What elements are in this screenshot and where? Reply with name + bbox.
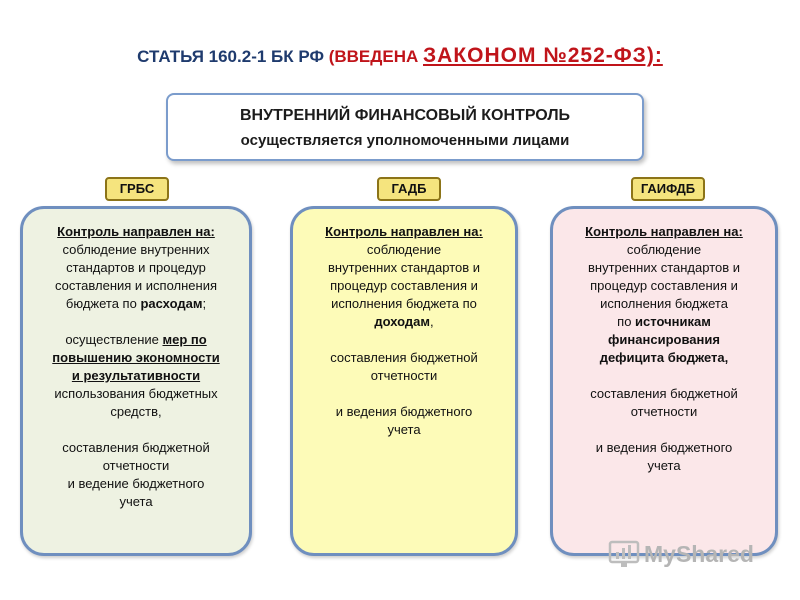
watermark-logo-icon — [608, 540, 640, 570]
text-fragment: бюджета по — [65, 296, 141, 311]
internal-control-subheading: осуществляется уполномоченными лицами — [240, 132, 570, 149]
text-line — [33, 331, 239, 349]
column-grbs — [20, 206, 252, 556]
text-line: и ведения бюджетного — [595, 440, 733, 455]
title-law: ЗАКОНОМ №252-ФЗ): — [423, 44, 663, 67]
text-line — [563, 313, 765, 331]
text-line: и ведения бюджетного — [335, 404, 473, 419]
watermark-text: MyShared — [644, 541, 754, 567]
watermark — [608, 536, 788, 576]
text-line: внутренних стандартов и — [587, 260, 741, 275]
internal-control-box — [166, 93, 644, 161]
emphasis-economy: повышению экономности — [52, 350, 220, 365]
text-line: соблюдение — [366, 242, 442, 257]
column-heading: Контроль направлен на: — [57, 224, 215, 239]
column-gaifdb — [550, 206, 778, 556]
text-line: средств, — [110, 404, 162, 419]
text-fragment: ; — [202, 296, 207, 311]
emphasis-measures: мер по — [162, 332, 207, 347]
tag-gaifdb: ГАИФДБ — [631, 177, 705, 201]
emphasis-expenses: расходам — [140, 296, 203, 311]
text-line: учета — [647, 458, 681, 473]
text-fragment: по — [617, 314, 636, 329]
text-line: и ведение бюджетного — [67, 476, 205, 491]
emphasis-effectiveness: и результативности — [71, 368, 201, 383]
text-line: процедур составления и — [330, 278, 478, 293]
text-line: отчетности — [102, 458, 170, 473]
text-line — [303, 313, 505, 331]
text-line: составления и исполнения — [54, 278, 218, 293]
text-line — [33, 295, 239, 313]
text-fragment: , — [430, 314, 434, 329]
text-line: процедур составления и — [590, 278, 738, 293]
column-heading: Контроль направлен на: — [585, 224, 743, 239]
emphasis-deficit: дефицита бюджета, — [599, 350, 729, 365]
text-line: исполнения бюджета — [600, 296, 728, 311]
text-line: исполнения бюджета по — [331, 296, 477, 311]
tag-grbs: ГРБС — [105, 177, 169, 201]
text-line: соблюдение — [626, 242, 702, 257]
text-line: учета — [119, 494, 153, 509]
slide-title — [0, 44, 800, 68]
column-heading: Контроль направлен на: — [325, 224, 483, 239]
title-article: СТАТЬЯ 160.2-1 БК РФ — [137, 47, 324, 66]
internal-control-heading: ВНУТРЕННИЙ ФИНАНСОВЫЙ КОНТРОЛЬ — [239, 107, 571, 124]
text-line: соблюдение внутренних — [62, 242, 210, 257]
text-line: составления бюджетной — [330, 350, 478, 365]
column-gadb — [290, 206, 518, 556]
text-line: составления бюджетной — [62, 440, 210, 455]
emphasis-financing: финансирования — [608, 332, 720, 347]
text-line: отчетности — [370, 368, 438, 383]
title-introduced: (ВВЕДЕНА — [328, 47, 419, 66]
text-line: использования бюджетных — [54, 386, 218, 401]
emphasis-revenues: доходам — [374, 314, 431, 329]
emphasis-sources: источникам — [635, 314, 711, 329]
text-line: отчетности — [630, 404, 698, 419]
text-line: стандартов и процедур — [66, 260, 206, 275]
text-line: составления бюджетной — [590, 386, 738, 401]
tag-gadb: ГАДБ — [377, 177, 441, 201]
text-line: внутренних стандартов и — [327, 260, 481, 275]
text-line: учета — [387, 422, 421, 437]
text-fragment: осуществление — [65, 332, 163, 347]
